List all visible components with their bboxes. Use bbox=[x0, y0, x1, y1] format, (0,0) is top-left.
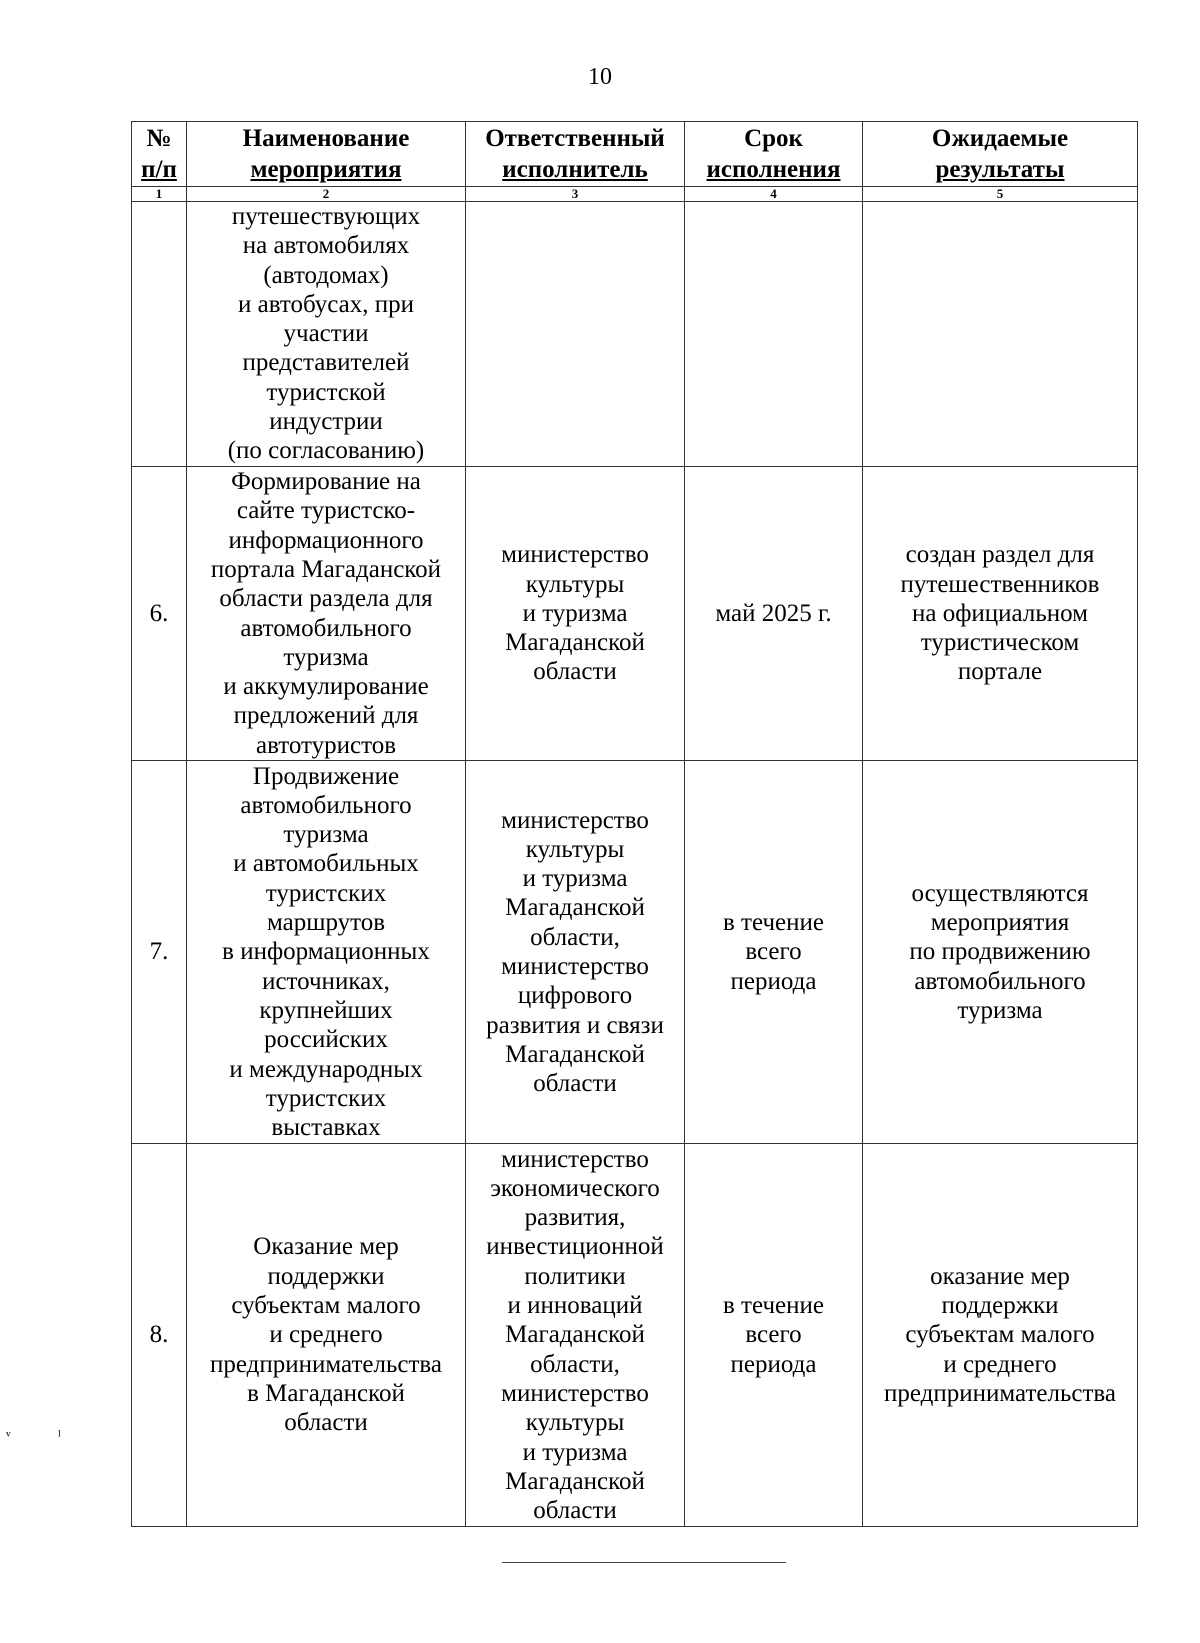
column-number: 1 bbox=[132, 187, 187, 202]
event-name: Формирование на сайте туристско- информационного портала Магаданской области раздела для автомобильного туризма и аккумулирование предложений для автотуристов bbox=[187, 467, 466, 761]
header-executor: Ответственный исполнитель bbox=[466, 122, 685, 187]
margin-mark: ˡ bbox=[58, 1428, 61, 1445]
table-row bbox=[132, 202, 1138, 467]
executor: министерство экономического развития, инвестиционной политики и инноваций Магаданской области, министерство культуры и туризма Магаданской области bbox=[466, 1144, 685, 1527]
event-name: Оказание мер поддержки субъектам малого и среднего предпринимательства в Магаданской области bbox=[187, 1144, 466, 1527]
header-row bbox=[132, 122, 1138, 187]
expected-result: оказание мер поддержки субъектам малого и среднего предпринимательства bbox=[863, 1144, 1138, 1527]
column-number: 3 bbox=[466, 187, 685, 202]
column-number-row bbox=[132, 187, 1138, 202]
row-number: 7. bbox=[132, 761, 187, 1144]
expected-result: осуществляются мероприятия по продвижению автомобильного туризма bbox=[863, 761, 1138, 1144]
executor: министерство культуры и туризма Магаданской области bbox=[466, 467, 685, 761]
header-event-name: Наименование мероприятия bbox=[187, 122, 466, 187]
row-number: 8. bbox=[132, 1144, 187, 1527]
page-number: 10 bbox=[588, 64, 612, 90]
row-number: 6. bbox=[132, 467, 187, 761]
deadline: в течение всего периода bbox=[685, 1144, 863, 1527]
footer-rule bbox=[502, 1562, 786, 1563]
header-deadline: Срок исполнения bbox=[685, 122, 863, 187]
margin-mark: ᵛ bbox=[6, 1428, 11, 1445]
header-number: № п/п bbox=[132, 122, 187, 187]
table-row bbox=[132, 1144, 1138, 1527]
deadline: в течение всего периода bbox=[685, 761, 863, 1144]
header-results: Ожидаемые результаты bbox=[863, 122, 1138, 187]
table-row bbox=[132, 467, 1138, 761]
expected-result bbox=[863, 202, 1138, 467]
event-name: путешествующих на автомобилях (автодомах) и автобусах, при участии представителей туристской индустрии (по согласованию) bbox=[187, 202, 466, 467]
deadline: май 2025 г. bbox=[685, 467, 863, 761]
expected-result: создан раздел для путешественников на официальном туристическом портале bbox=[863, 467, 1138, 761]
row-number bbox=[132, 202, 187, 467]
executor: министерство культуры и туризма Магаданской области, министерство цифрового развития и связи Магаданской области bbox=[466, 761, 685, 1144]
measures-table bbox=[131, 121, 1138, 1527]
table-row bbox=[132, 761, 1138, 1144]
event-name: Продвижение автомобильного туризма и автомобильных туристских маршрутов в информационных источниках, крупнейших российских и международных туристских выставках bbox=[187, 761, 466, 1144]
column-number: 5 bbox=[863, 187, 1138, 202]
column-number: 2 bbox=[187, 187, 466, 202]
column-number: 4 bbox=[685, 187, 863, 202]
executor bbox=[466, 202, 685, 467]
deadline bbox=[685, 202, 863, 467]
